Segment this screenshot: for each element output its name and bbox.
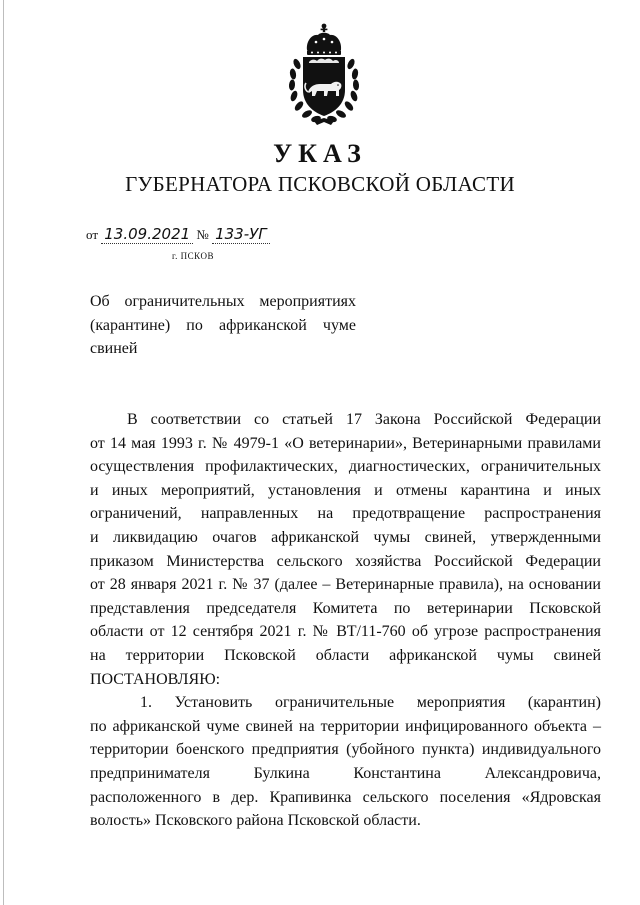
scan-edge	[3, 0, 4, 905]
body-line: от 14 мая 1993 г. № 4979-1 «О ветеринарии», Ветеринарными правилами	[90, 434, 601, 452]
from-label: от	[86, 227, 99, 242]
handwritten-date: 13.09.2021	[101, 225, 193, 244]
body-line: по африканской чуме свиней на территории инфицированного объекта –	[90, 717, 601, 735]
body-line: расположенного в дер. Крапивинка сельского поселения «Ядровская	[90, 788, 601, 806]
body-line: и ликвидацию очагов африканской чумы свиней, утвержденными	[90, 528, 601, 546]
subject-line: (карантине) по африканской чуме	[90, 316, 356, 334]
body-line: В соответствии со статьей 17 Закона Российской Федерации	[127, 411, 601, 428]
body-line: на территории Псковской области африканской чумы свиней	[90, 646, 601, 664]
document-subtitle: ГУБЕРНАТОРА ПСКОВСКОЙ ОБЛАСТИ	[125, 172, 515, 196]
body-line: области от 12 сентября 2021 г. № ВТ/11-760 об угрозе распространения	[90, 623, 601, 641]
body-line: от 28 января 2021 г. № 37 (далее – Ветеринарные правила), на основании	[90, 576, 601, 594]
document-title: УКАЗ	[273, 139, 367, 168]
body-line: территории боенского предприятия (убойного пункта) индивидуального	[90, 741, 601, 759]
body-line: представления председателя Комитета по ветеринарии Псковской	[90, 599, 601, 617]
body-line-item-1: 1. Установить ограничительные мероприятия (карантин)	[140, 694, 601, 712]
body-line-resolve: ПОСТАНОВЛЯЮ:	[90, 670, 221, 688]
subject-line: Об ограничительных мероприятиях	[90, 293, 356, 310]
handwritten-number: 133-УГ	[212, 225, 270, 244]
body-line: предпринимателя Булкина Константина Александровича,	[90, 764, 601, 782]
body-line: волость» Псковского района Псковской области.	[90, 812, 421, 830]
document-body	[90, 408, 601, 833]
number-label: №	[196, 227, 209, 242]
document-subject	[90, 290, 356, 361]
body-line: ограничений, направленных на предотвращение распространения	[90, 505, 601, 523]
body-line: осуществления профилактических, диагностических, ограничительных	[90, 458, 601, 476]
pskov-coat-of-arms-icon	[287, 22, 361, 126]
date-number-line	[86, 224, 270, 246]
subject-line: свиней	[90, 340, 138, 357]
body-line: приказом Министерства сельского хозяйства Российской Федерации	[90, 552, 601, 570]
body-line: и иных мероприятий, установления и отмены карантина и иных	[90, 481, 601, 499]
city-label: г. ПСКОВ	[172, 251, 214, 261]
